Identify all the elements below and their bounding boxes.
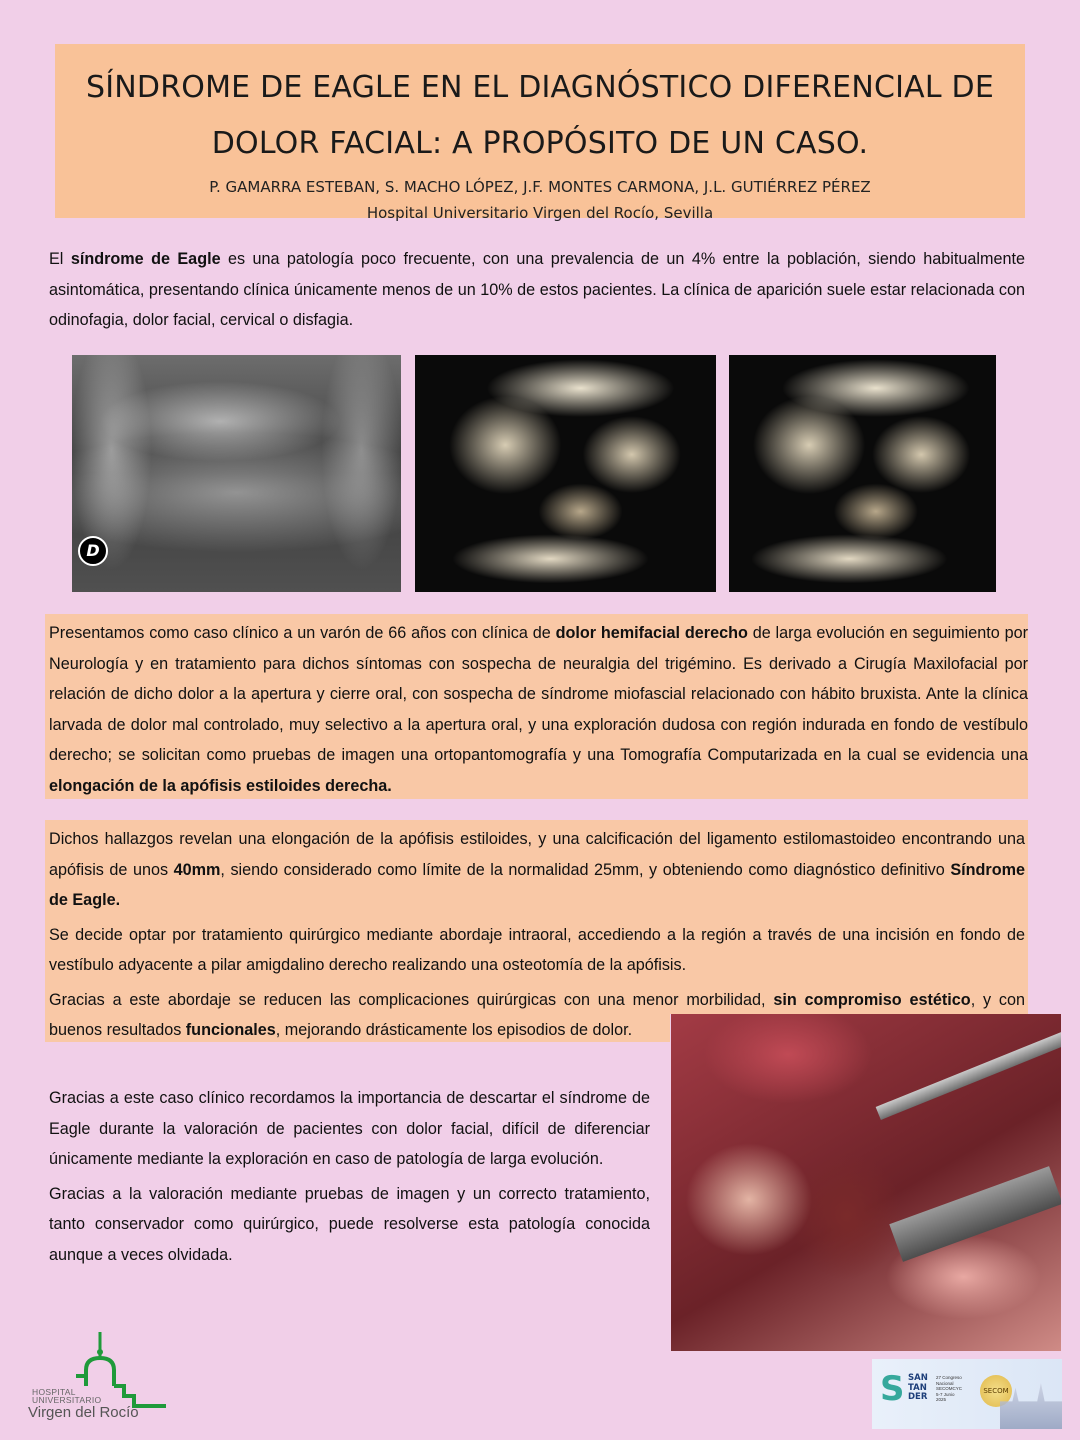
affiliation: Hospital Universitario Virgen del Rocío, Sevilla [366,204,714,222]
side-marker-badge: D [78,536,108,566]
congress-city-2: TAN [908,1382,927,1393]
findings-p3-text: Gracias a este abordaje se reducen las complicaciones quirúrgicas con una menor morbilidad, [49,990,774,1009]
congress-badge-icon: SECOM [980,1375,1012,1407]
intro-text-2: es una patología poco frecuente, con una prevalencia de un 4% entre la población, siendo habitualmente asintomática, presentando clínica únicamente menos de un 10% de estos pacientes. La clínica de aparición suele estar relacionada con odinofagia, dolor facial, cervical o disfagia. [49,250,1025,329]
hospital-logo-small-2: UNIVERSITARIO [32,1395,102,1405]
findings-p3-bold-2: funcionales [185,1021,276,1039]
hospital-logo-small-1: HOSPITAL [32,1387,76,1397]
findings-paragraph-1 [49,824,1025,916]
findings-p3-text-2: , y con buenos resultados [49,990,1026,1039]
congress-info [936,1375,980,1403]
congress-city-1: SAN [908,1373,928,1383]
intro-bold: síndrome de Eagle [70,250,221,268]
conclusion-paragraph-1: Gracias a este caso clínico recordamos la importancia de descartar el síndrome de Eagle durante la valoración de pacientes con dolor facial, difícil de diferenciar únicamente mediante la exploración en caso de patología de larga evolución. [49,1089,650,1168]
ct-3d-reconstruction-oblique [415,355,716,592]
findings-p3-text-3: , mejorando drásticamente los episodios de dolor. [275,1021,633,1039]
authors: P. GAMARRA ESTEBAN, S. MACHO LÓPEZ, J.F. MONTES CARMONA, J.L. GUTIÉRREZ PÉREZ [209,178,871,196]
congress-s-icon: S [880,1369,905,1409]
findings-text [49,824,1025,1046]
congress-city [908,1374,928,1403]
poster-title [55,44,1025,172]
congress-logo [872,1359,1062,1429]
title-line-2: DOLOR FACIAL: A PROPÓSITO DE UN CASO. [211,126,869,161]
case-bold-2: elongación de la apófisis estiloides derecha. [49,776,392,795]
poster-header [55,44,1025,222]
intraoperative-photo [671,1014,1061,1351]
findings-p1-bold-1: 40mm [173,860,221,879]
congress-city-3: DER [908,1392,928,1402]
intro-text: El [49,250,71,268]
case-bold-1: dolor hemifacial derecho [555,624,748,642]
findings-p1-bold-2: Síndrome de Eagle. [49,860,1025,909]
findings-p1-text: Dichos hallazgos revelan una elongación de la apófisis estiloides, y una calcificación del ligamento estilomastoideo encontrando una apófisis de unos [49,830,1025,879]
retractor-shape [889,1166,1061,1262]
congress-info-3: 5-7 Junio [936,1391,955,1397]
congress-info-1: 27 Congreso Nacional [936,1375,962,1386]
findings-paragraph-2: Se decide optar por tratamiento quirúrgico mediante abordaje intraoral, accediendo a la región a través de una incisión en fondo de vestíbulo adyacente a pilar amigdalino derecho realizando una osteotomía de la apófisis. [49,925,1025,974]
case-presentation-box [45,614,1028,799]
intro-paragraph [49,244,1025,336]
congress-info-4: 2025 [936,1397,947,1402]
title-line-1: SÍNDROME DE EAGLE EN EL DIAGNÓSTICO DIFERENCIAL DE [86,70,994,105]
hospital-logo [28,1330,178,1425]
forceps-shape [876,1032,1061,1120]
hospital-logo-name: Virgen del Rocío [28,1404,139,1421]
congress-info-2: SECOMCYC [936,1386,963,1391]
conclusion-paragraph-2: Gracias a la valoración mediante pruebas de imagen y un correcto tratamiento, tanto conservador como quirúrgico, puede resolverse esta patología conocida aunque a veces olvidada. [49,1184,650,1264]
case-text-2: de larga evolución en seguimiento por Neurología y en tratamiento para dichos síntomas con sospecha de neuralgia del trigémino. Es derivado a Cirugía Maxilofacial por relación de dicho dolor a la apertura y cierre oral, con sospecha de síndrome miofascial relacionado con hábito bruxista. Ante la clínica larvada de dolor mal controlado, muy selectivo a la apertura oral, y una exploración dudosa con región indurada en fondo de vestíbulo derecho; se solicitan como pruebas de imagen una ortopantomografía y una Tomografía Computarizada en la cual se evidencia una [49,624,1028,764]
case-text: Presentamos como caso clínico a un varón de 66 años con clínica de [49,624,556,642]
findings-p1-text-2: , siendo considerado como límite de la normalidad 25mm, y obteniendo como diagnóstico definitivo [220,860,951,879]
panoramic-xray-image [72,355,401,592]
findings-p3-bold-1: sin compromiso estético [773,990,971,1009]
conclusion-text [49,1083,650,1270]
ct-3d-reconstruction-frontal [729,355,996,592]
